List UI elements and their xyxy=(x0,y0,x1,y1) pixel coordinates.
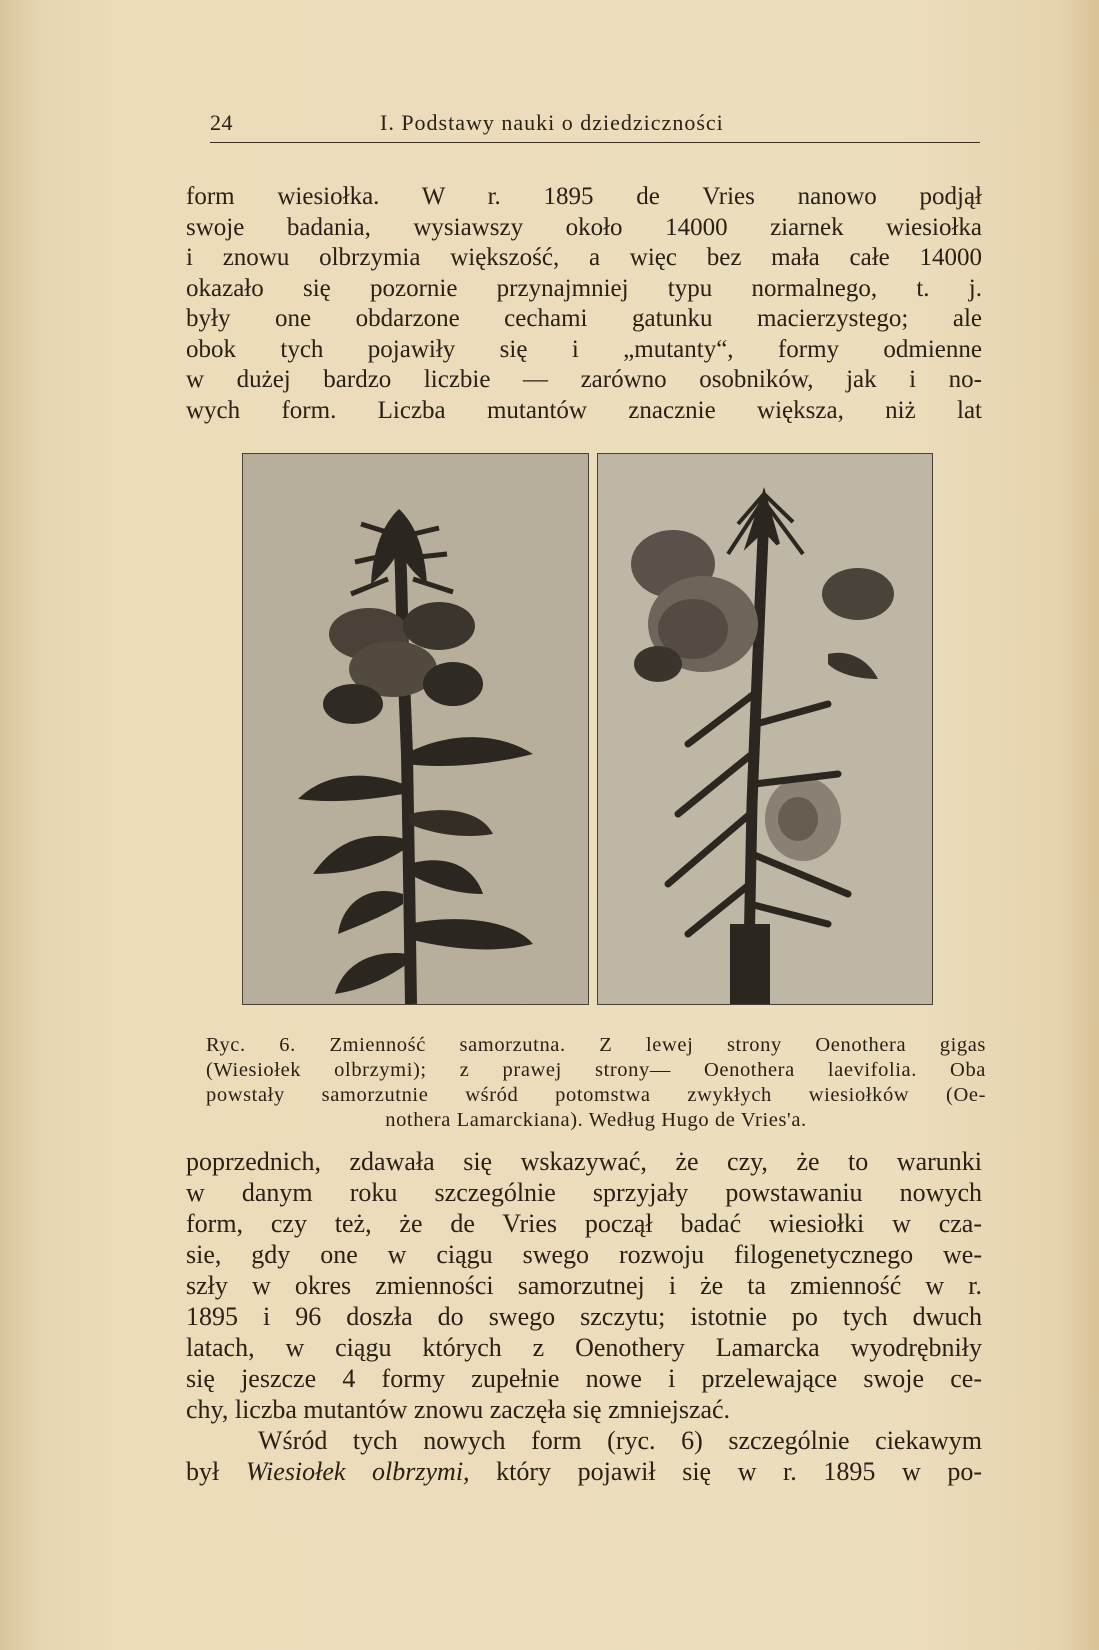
text-line: szły w okres zmienności samorzutnej i że ta zmienność w r. xyxy=(186,1271,982,1300)
text-line: wych form. Liczba mutantów znacznie większa, niż lat xyxy=(186,396,982,424)
last-line-start: był xyxy=(186,1457,220,1486)
text-line: w dużej bardzo liczbie — zarówno osobników, jak i no- xyxy=(186,366,982,393)
text-line: 1895 i 96 doszła do swego szczytu; istotnie po tych dwuch xyxy=(186,1302,982,1331)
text-line: obok tych pojawiły się i „mutanty“, formy odmienne xyxy=(186,335,982,363)
text-line: sie, gdy one w ciągu swego rozwoju filogenetycznego we- xyxy=(186,1240,982,1269)
text-line: poprzednich, zdawała się wskazywać, że czy, że to warunki xyxy=(186,1147,982,1176)
paragraph-1 xyxy=(186,182,982,426)
caption-line: Ryc. 6. Zmienność samorzutna. Z lewej strony Oenothera gigas xyxy=(206,1034,986,1056)
text-line: form wiesiołka. W r. 1895 de Vries nanowo podjął xyxy=(186,183,982,210)
paragraph-2 xyxy=(186,1146,982,1487)
text-line-indented: Wśród tych nowych form (ryc. 6) szczególnie ciekawym xyxy=(258,1426,982,1455)
text-line: okazało się pozornie przynajmniej typu normalnego, t. j. xyxy=(186,274,982,302)
text-line: w danym roku szczególnie sprzyjały powstawaniu nowych xyxy=(186,1178,982,1207)
text-line: latach, w ciągu których z Oenothery Lamarcka wyodrębniły xyxy=(186,1333,982,1362)
text-line: form, czy też, że de Vries począł badać wiesiołki w cza- xyxy=(186,1209,982,1238)
text-line-last xyxy=(186,1456,982,1487)
page-header xyxy=(210,108,980,143)
caption-line: nothera Lamarckiana). Według Hugo de Vries'a. xyxy=(385,1109,807,1131)
photo-oenothera-gigas xyxy=(242,453,589,1005)
figure-caption xyxy=(206,1033,986,1133)
caption-line: (Wiesiołek olbrzymi); z prawej strony— Oenothera laevifolia. Oba xyxy=(206,1059,986,1081)
plant-gigas-illustration xyxy=(243,454,588,1004)
last-line-end: który pojawił się w r. 1895 w po- xyxy=(496,1457,982,1486)
caption-line: powstały samorzutnie wśród potomstwa zwykłych wiesiołków (Oe- xyxy=(206,1084,986,1106)
plant-laevifolia-illustration xyxy=(598,454,932,1004)
italic-term: Wiesiołek olbrzymi, xyxy=(245,1457,470,1486)
page-number: 24 xyxy=(210,110,233,135)
text-line: swoje badania, wysiawszy około 14000 ziarnek wiesiołka xyxy=(186,213,982,241)
text-line: się jeszcze 4 formy zupełnie nowe i przelewające swoje ce- xyxy=(186,1364,982,1393)
running-title: I. Podstawy nauki o dziedziczności xyxy=(380,110,724,135)
photo-oenothera-laevifolia xyxy=(597,453,933,1005)
text-line: chy, liczba mutantów znowu zaczęła się zmniejszać. xyxy=(186,1395,731,1424)
text-line: i znowu olbrzymia większość, a więc bez mała całe 14000 xyxy=(186,244,982,271)
text-line: były one obdarzone cechami gatunku macierzystego; ale xyxy=(186,305,982,332)
